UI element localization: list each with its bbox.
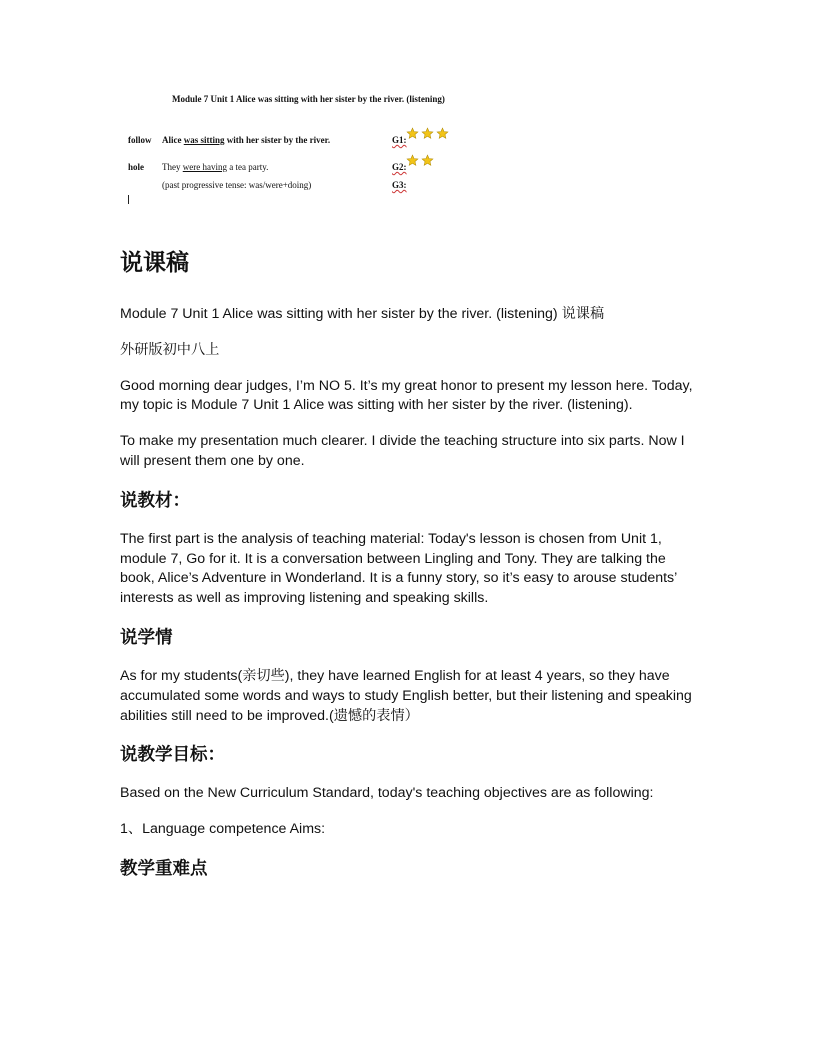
star-icon xyxy=(436,127,449,140)
document-body xyxy=(120,246,696,898)
paragraph-objectives: Based on the New Curriculum Standard, today's teaching objectives are as following: xyxy=(120,785,654,802)
paragraph-material: The first part is the analysis of teaching material: Today's lesson is chosen from Unit 1, module 7, Go for it. It is a conversation between Lingling and Tony. They are talking the book, Alice’s Adventure in Wonderland. It is a funny story, so it’s easy to arouse students’ interests as well as improving listening and speaking skills. xyxy=(120,530,677,607)
board-title: Module 7 Unit 1 Alice was sitting with her sister by the river. (listening) xyxy=(172,94,445,104)
star-icon xyxy=(421,154,434,167)
paragraph-students: As for my students(亲切些), they have learned English for at least 4 years, so they have accumulated some words and ways to study English better, but their listening and speaking abilities still need to be improved.(遗憾的表情） xyxy=(120,667,692,724)
star-icon xyxy=(406,127,419,140)
paragraph-textbook: 外研版初中八上 xyxy=(120,341,220,358)
star-icon xyxy=(406,154,419,167)
board-group-2: G2: xyxy=(392,162,407,172)
paragraph-greeting: Good morning dear judges, I’m NO 5. It’s my great honor to present my lesson here. Today, my topic is Module 7 Unit 1 Alice was sitting with her sister by the river. (listening). xyxy=(120,377,693,414)
section-heading-material: 说教材： xyxy=(120,490,190,511)
section-heading-objectives: 说教学目标： xyxy=(120,745,225,766)
page-title: 说课稿 xyxy=(120,250,189,276)
board-word-2: hole xyxy=(128,162,145,172)
text-cursor xyxy=(128,195,129,204)
board-sentence-3: (past progressive tense: was/were+doing) xyxy=(162,180,312,190)
board-sentence-1: Alice was sitting with her sister by the river. xyxy=(162,135,331,145)
section-heading-key-points: 教学重难点 xyxy=(120,858,208,879)
board-stars-2 xyxy=(406,154,434,167)
board-word-1: follow xyxy=(128,135,152,145)
lesson-board-image xyxy=(126,90,466,210)
section-heading-students: 说学情 xyxy=(120,627,173,648)
paragraph-topic: Module 7 Unit 1 Alice was sitting with her sister by the river. (listening) 说课稿 xyxy=(120,306,605,322)
paragraph-language-aims: 1、Language competence Aims: xyxy=(120,821,326,838)
board-group-3: G3: xyxy=(392,180,407,190)
board-stars-1 xyxy=(406,127,449,140)
board-group-1: G1: xyxy=(392,135,407,145)
paragraph-structure: To make my presentation much clearer. I divide the teaching structure into six parts. Now I will present them one by one. xyxy=(120,433,685,469)
star-icon xyxy=(421,127,434,140)
board-sentence-2: They were having a tea party. xyxy=(162,162,269,172)
